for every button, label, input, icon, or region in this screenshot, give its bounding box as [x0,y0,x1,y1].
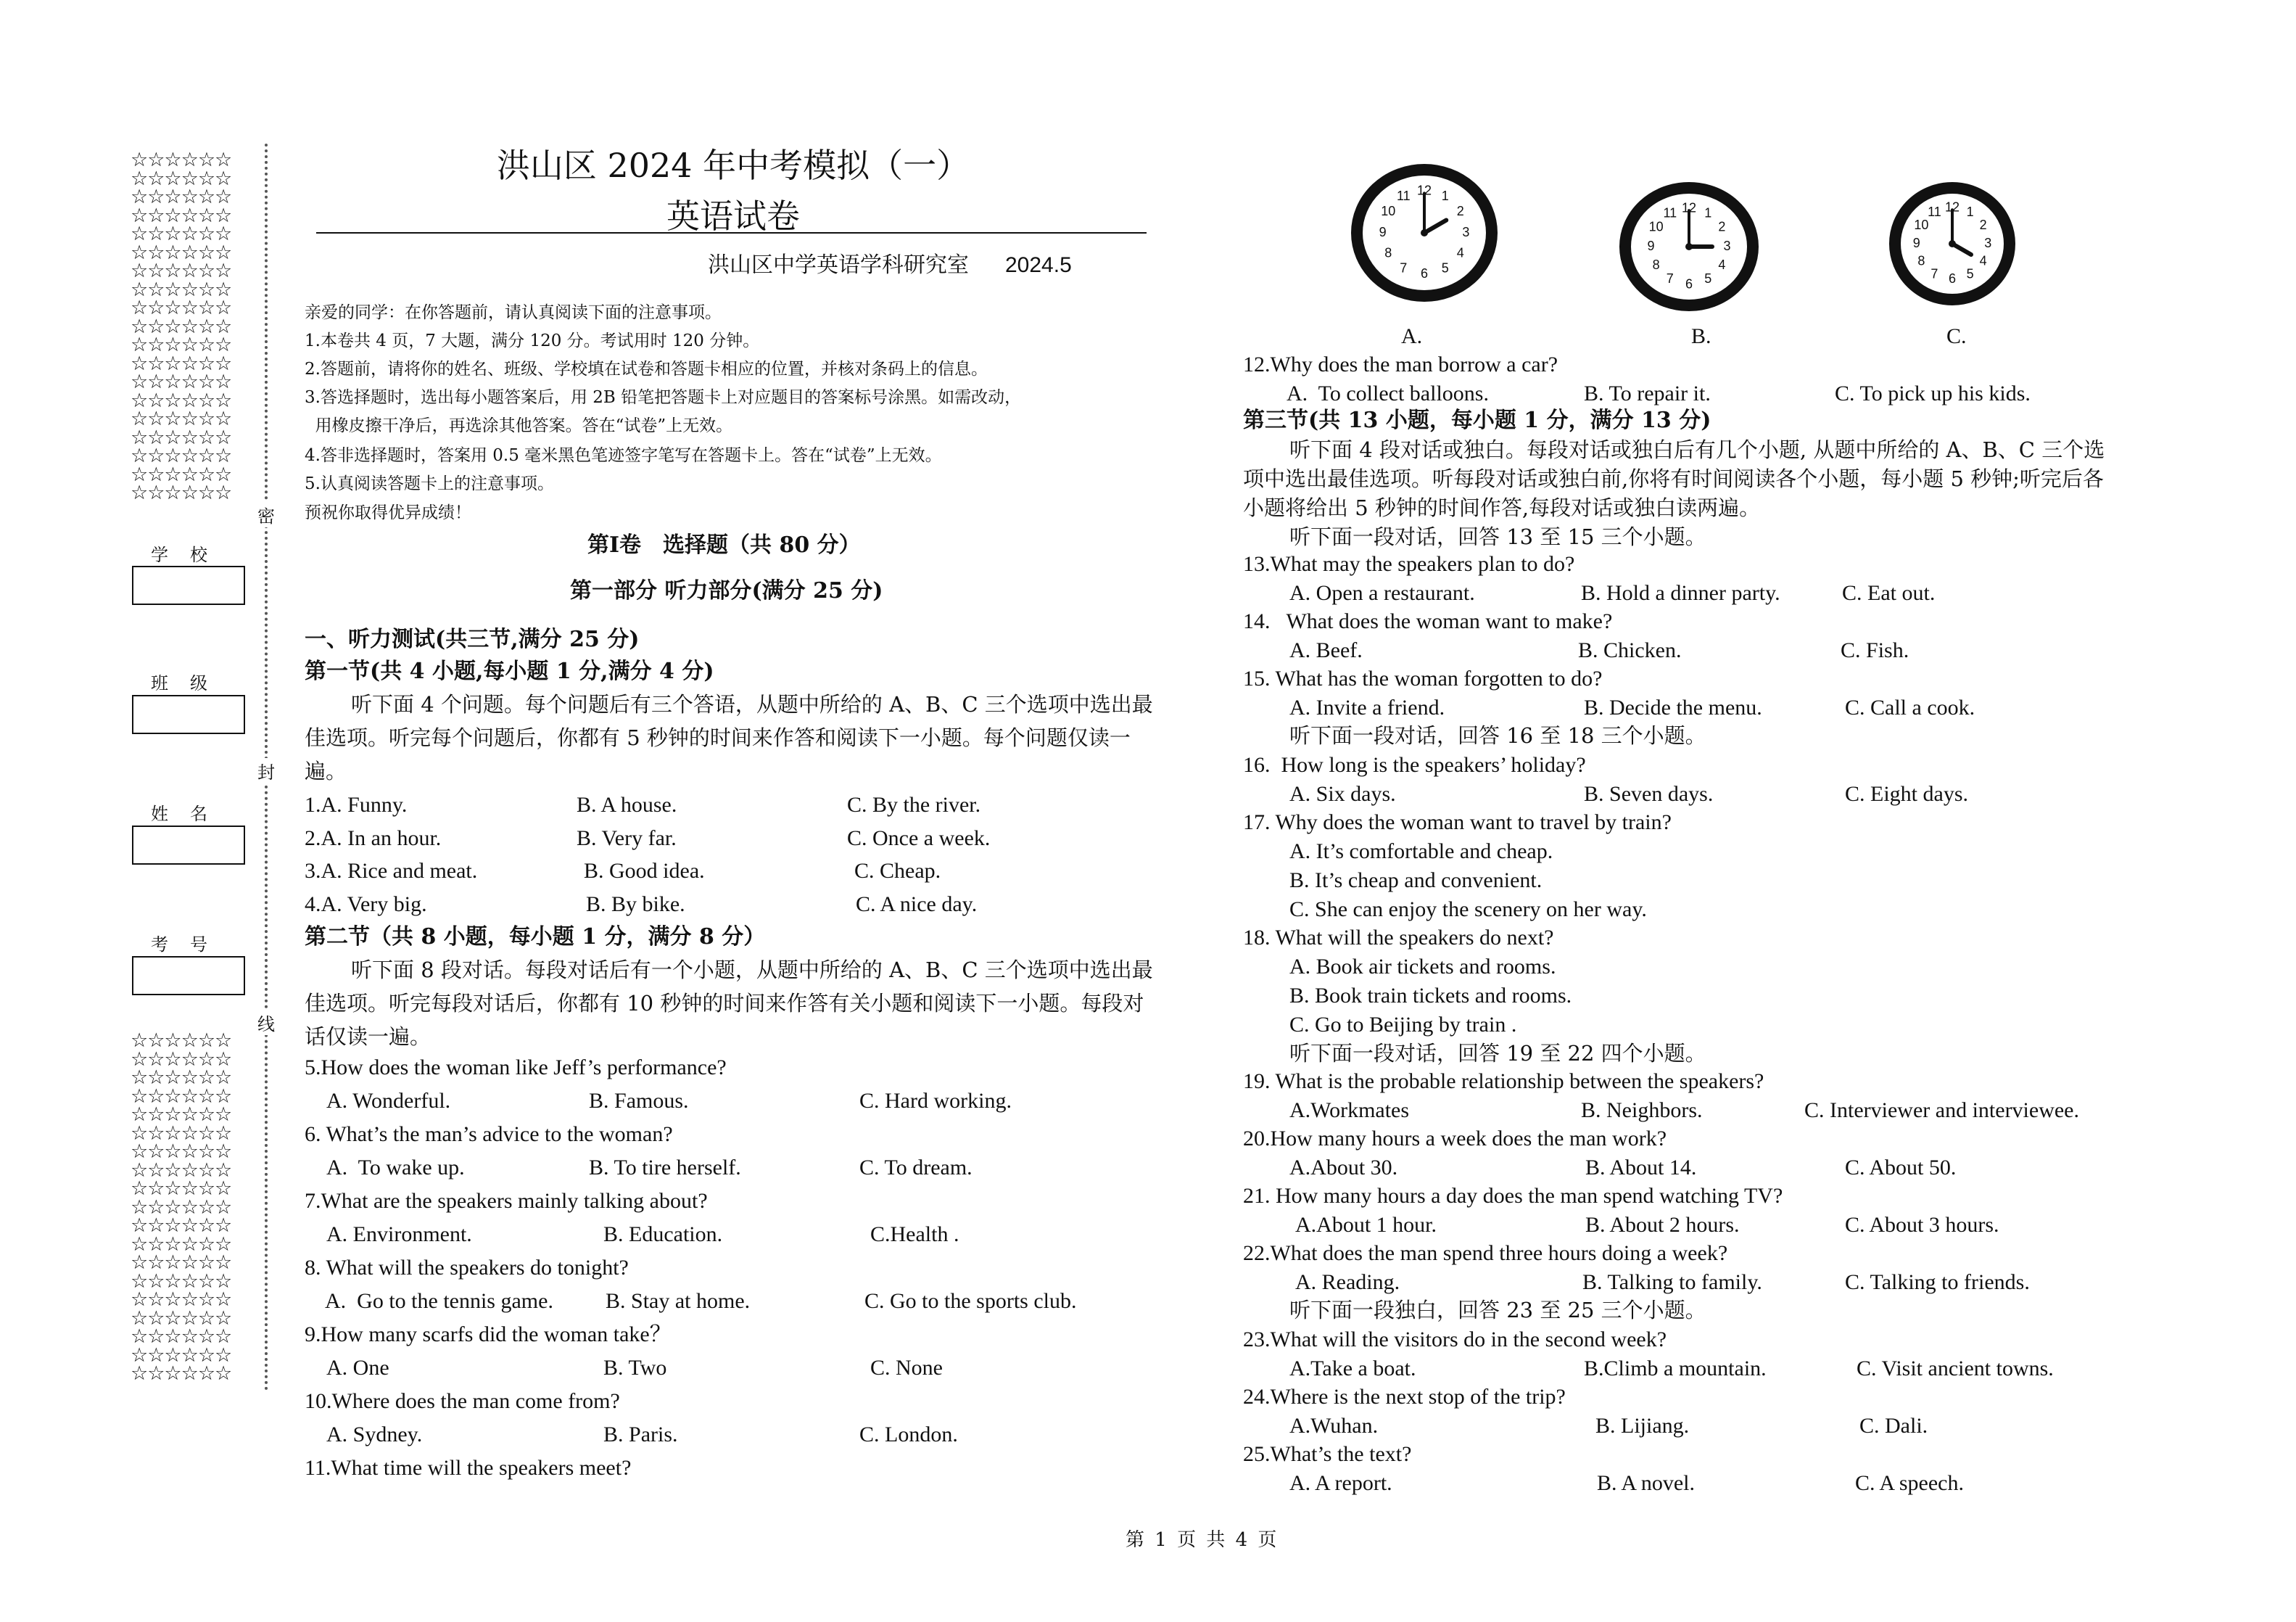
q7-option-a: A. Environment. [326,1222,472,1246]
clock-numeral: 10 [1648,219,1664,234]
clock-numeral: 8 [1384,245,1392,260]
clock-numeral: 2 [1718,219,1726,234]
notice-line: 5.认真阅读答题卡上的注意事项。 [305,474,554,493]
clock-numeral: 4 [1456,245,1464,260]
school-label: 学校 [151,545,229,565]
question-17: 17. Why does the woman want to travel by train? [1243,810,1672,834]
clock-numeral: 3 [1723,238,1731,253]
clock-numeral: 8 [1917,253,1925,268]
seal-char-xian: 线 [257,1010,275,1035]
question-18: 18. What will the speakers do next? [1243,926,1554,950]
question-9: 9.How many scarfs did the woman take？ [305,1322,672,1346]
q21-option-b: B. About 2 hours. [1585,1213,1740,1237]
question-10: 10.Where does the man come from? [305,1389,620,1413]
q13-option-a: A. Open a restaurant. [1289,581,1475,605]
school-field[interactable] [132,566,245,605]
clock-numeral: 1 [1704,205,1712,221]
q3-option-a: 3.A. Rice and meat. [305,859,478,883]
q14-option-b: B. Chicken. [1578,638,1682,662]
seal-char-feng: 封 [257,758,275,783]
notice-line: 亲爱的同学：在你答题前，请认真阅读下面的注意事项。 [305,303,722,322]
clock-numeral: 4 [1979,253,1987,268]
q22-option-a: A. Reading. [1295,1270,1400,1294]
clock-numeral: 3 [1462,224,1470,239]
q10-option-c: C. London. [859,1423,958,1446]
q13-option-b: B. Hold a dinner party. [1581,581,1780,605]
issuer-name: 洪山区中学英语学科研究室 [708,252,969,278]
question-12: 12.Why does the man borrow a car? [1243,353,1558,376]
clock-c-icon [1888,181,2016,306]
clock-numeral: 11 [1663,205,1677,221]
clock-label-b: B. [1691,324,1711,348]
clock-numeral: 10 [1381,204,1396,219]
clock-numeral: 11 [1396,189,1411,204]
q17-option-c: C. She can enjoy the scenery on her way. [1289,897,1647,921]
clock-numeral: 12 [1681,200,1697,215]
clock-b-icon [1619,181,1759,312]
q10-option-b: B. Paris. [603,1423,678,1446]
q19-option-b: B. Neighbors. [1581,1098,1703,1122]
question-6: 6. What’s the man’s advice to the woman? [305,1122,673,1146]
question-11: 11.What time will the speakers meet? [305,1456,632,1480]
q1-option-a: 1.A. Funny. [305,793,408,817]
q15-option-a: A. Invite a friend. [1289,696,1445,720]
q5-option-c: C. Hard working. [859,1089,1012,1113]
name-label: 姓名 [151,804,229,824]
clock-numeral: 6 [1685,276,1693,292]
q19-option-a: A.Workmates [1289,1098,1410,1122]
q15-option-b: B. Decide the menu. [1584,696,1762,720]
dialog3-intro: 听下面一段对话，回答 19 至 22 四个小题。 [1289,1041,1706,1066]
notice-line: 1.本卷共 4 页，7 大题，满分 120 分。考试用时 120 分钟。 [305,332,760,350]
q7-option-c: C.Health . [870,1222,959,1246]
dialog4-intro: 听下面一段独白，回答 23 至 25 三个小题。 [1289,1298,1706,1322]
clock-numeral: 11 [1928,205,1941,220]
q23-option-c: C. Visit ancient towns. [1857,1357,2054,1380]
q17-option-b: B. It’s cheap and convenient. [1289,868,1543,892]
question-14: 14. What does the woman want to make? [1243,609,1613,633]
question-15: 15. What has the woman forgotten to do? [1243,667,1603,691]
q8-option-c: C. Go to the sports club. [864,1289,1077,1313]
question-19: 19. What is the probable relationship between the speakers? [1243,1069,1764,1093]
question-21: 21. How many hours a day does the man spend watching TV? [1243,1184,1783,1208]
clock-numeral: 9 [1647,238,1655,253]
q24-option-c: C. Dali. [1859,1414,1928,1438]
question-5: 5.How does the woman like Jeff’s performance? [305,1055,727,1079]
q7-option-b: B. Education. [603,1222,723,1246]
q23-option-b: B.Climb a mountain. [1584,1357,1767,1380]
clock-numeral: 3 [1984,235,1992,250]
notice-line: 预祝你取得优异成绩！ [305,503,471,522]
class-field[interactable] [132,695,245,734]
dialog2-intro: 听下面一段对话，回答 16 至 18 三个小题。 [1289,723,1706,748]
clock-numeral: 10 [1914,218,1929,233]
question-24: 24.Where is the next stop of the trip? [1243,1385,1566,1409]
clock-numeral: 5 [1704,271,1712,287]
q4-option-c: C. A nice day. [856,892,978,916]
clock-center [1421,229,1428,236]
clock-label-c: C. [1946,324,1967,348]
question-8: 8. What will the speakers do tonight? [305,1256,629,1280]
clock-numeral: 6 [1420,266,1429,281]
q20-option-c: C. About 50. [1845,1156,1957,1180]
q2-option-b: B. Very far. [577,826,677,850]
clock-center [1685,243,1693,250]
q21-option-c: C. About 3 hours. [1845,1213,1999,1237]
clock-numeral: 4 [1718,257,1726,272]
question-23: 23.What will the visitors do in the second week? [1243,1327,1667,1351]
title-rule [316,232,1147,234]
q16-option-c: C. Eight days. [1845,782,1968,806]
q10-option-a: A. Sydney. [326,1423,423,1446]
q6-option-a: A. To wake up. [326,1156,465,1180]
seal-char-mi: 密 [257,502,275,527]
q9-option-c: C. None [870,1356,943,1380]
q6-option-b: B. To tire herself. [589,1156,741,1180]
sec1-instruction: 听下面 4 个问题。每个问题后有三个答语，从题中所给的 A、B、C 三个选项中选出最佳选项。听完每个问题后，你都有 5 秒钟的时间来作答和阅读下一小题。每个问题仅读一遍。 [305,692,1153,783]
q1-option-c: C. By the river. [847,793,981,817]
q4-option-a: 4.A. Very big. [305,892,427,916]
clock-numeral: 2 [1456,204,1464,219]
clock-numeral: 12 [1944,199,1960,215]
clock-label-a: A. [1401,324,1423,348]
listening-heading: 一、听力测试(共三节,满分 25 分) [305,627,640,652]
part1-title: 第Ⅰ卷 选择题（共 80 分） [587,532,861,558]
question-13: 13.What may the speakers plan to do? [1243,552,1575,576]
q18-option-a: A. Book air tickets and rooms. [1289,955,1556,979]
q24-option-a: A.Wuhan. [1289,1414,1379,1438]
exam-number-field[interactable] [132,956,245,995]
q12-option-b: B. To repair it. [1584,382,1711,406]
q13-option-c: C. Eat out. [1842,581,1936,605]
sec2-heading: 第二节（共 8 小题，每小题 1 分，满分 8 分） [305,924,766,950]
notice-line: 3.答选择题时，选出每小题答案后，用 2B 铅笔把答题卡上对应题目的答案标号涂黑。如需改动， [305,388,1022,407]
question-20: 20.How many hours a week does the man work? [1243,1127,1667,1150]
sec3-instruction: 听下面 4 段对话或独白。每段对话或独白后有几个小题, 从题中所给的 A、B、C 三个选项中选出最佳选项。听每段对话或独白前,你将有时间阅读各个小题，每小题 5 秒钟;听完后各小题将给出 5 秒钟的时间作答,每段对话或独白读两遍。 [1243,437,2105,520]
clock-numeral: 7 [1666,271,1674,287]
question-25: 25.What’s the text? [1243,1442,1412,1466]
issuer [708,251,1072,279]
q16-option-a: A. Six days. [1289,782,1396,806]
q20-option-b: B. About 14. [1585,1156,1697,1180]
q8-option-b: B. Stay at home. [606,1289,751,1313]
dialog1-intro: 听下面一段对话，回答 13 至 15 三个小题。 [1289,524,1706,549]
q12-option-a: A. To collect balloons. [1287,382,1489,406]
clock-numeral: 12 [1416,183,1432,198]
page-subtitle: 英语试卷 [666,197,800,236]
q23-option-a: A.Take a boat. [1289,1357,1416,1380]
name-field[interactable] [132,826,245,865]
class-label: 班级 [151,673,229,693]
clock-numeral: 7 [1400,260,1408,276]
sec3-heading: 第三节(共 13 小题，每小题 1 分，满分 13 分) [1243,408,1711,433]
notice-line: 2.答题前，请将你的姓名、班级、学校填在试卷和答题卡相应的位置，并核对条码上的信息。 [305,360,988,379]
q9-option-a: A. One [326,1356,389,1380]
sec1-heading: 第一节(共 4 小题,每小题 1 分,满分 4 分) [305,659,714,684]
q15-option-c: C. Call a cook. [1845,696,1975,720]
q4-option-b: B. By bike. [586,892,685,916]
q24-option-b: B. Lijiang. [1595,1414,1690,1438]
q25-option-a: A. A report. [1289,1471,1392,1495]
notice-line: 用橡皮擦干净后，再选涂其他答案。答在“试卷”上无效。 [305,416,733,435]
q16-option-b: B. Seven days. [1584,782,1714,806]
q19-option-c: C. Interviewer and interviewee. [1804,1098,2079,1122]
clock-numeral: 2 [1979,218,1987,233]
q21-option-a: A.About 1 hour. [1295,1213,1437,1237]
clock-numeral: 8 [1652,257,1660,272]
clock-numeral: 6 [1948,271,1957,286]
clock-numeral: 5 [1966,266,1974,281]
q6-option-c: C. To dream. [859,1156,973,1180]
q25-option-c: C. A speech. [1855,1471,1964,1495]
q3-option-c: C. Cheap. [854,859,941,883]
q18-option-b: B. Book train tickets and rooms. [1289,984,1572,1008]
clock-numeral: 1 [1966,205,1974,220]
part1-section-title: 第一部分 听力部分(满分 25 分) [570,578,883,604]
star-border-bottom: ☆☆☆☆☆☆ ☆☆☆☆☆☆ ☆☆☆☆☆☆ ☆☆☆☆☆☆ ☆☆☆☆☆☆ ☆☆☆☆☆☆ ☆☆☆☆☆☆ ☆☆☆☆☆☆ ☆☆☆☆☆☆ ☆☆☆☆☆☆ ☆☆☆☆☆☆ ☆☆☆☆☆☆ ☆☆☆☆☆☆ ☆☆☆☆☆☆ ☆☆☆☆☆☆ ☆☆☆☆☆☆ ☆☆☆☆☆☆ ☆☆☆☆☆☆ ☆☆☆☆☆☆ [131,1029,232,1385]
clock-numeral: 5 [1441,260,1449,276]
question-16: 16. How long is the speakers’ holiday? [1243,753,1586,777]
clock-numeral: 9 [1912,235,1920,250]
clock-numeral: 7 [1930,266,1938,281]
q18-option-c: C. Go to Beijing by train . [1289,1013,1517,1037]
q2-option-c: C. Once a week. [847,826,991,850]
star-border-top: ☆☆☆☆☆☆ ☆☆☆☆☆☆ ☆☆☆☆☆☆ ☆☆☆☆☆☆ ☆☆☆☆☆☆ ☆☆☆☆☆☆ ☆☆☆☆☆☆ ☆☆☆☆☆☆ ☆☆☆☆☆☆ ☆☆☆☆☆☆ ☆☆☆☆☆☆ ☆☆☆☆☆☆ ☆☆☆☆☆☆ ☆☆☆☆☆☆ ☆☆☆☆☆☆ ☆☆☆☆☆☆ ☆☆☆☆☆☆ ☆☆☆☆☆☆ ☆☆☆☆☆☆ [131,149,232,504]
question-22: 22.What does the man spend three hours doing a week? [1243,1241,1728,1265]
q20-option-a: A.About 30. [1289,1156,1398,1180]
q3-option-b: B. Good idea. [584,859,705,883]
exam-number-label: 考号 [151,934,229,955]
q12-option-c: C. To pick up his kids. [1835,382,2031,406]
clock-numeral: 9 [1379,224,1387,239]
sec2-instruction: 听下面 8 段对话。每段对话后有一个小题，从题中所给的 A、B、C 三个选项中选出最佳选项。听完每段对话后，你都有 10 秒钟的时间来作答有关小题和阅读下一小题。每段对话仅读一遍。 [305,958,1153,1049]
q5-option-a: A. Wonderful. [326,1089,451,1113]
q2-option-a: 2.A. In an hour. [305,826,442,850]
issue-date: 2024.5 [1005,253,1072,277]
q5-option-b: B. Famous. [589,1089,689,1113]
q14-option-c: C. Fish. [1841,638,1909,662]
q9-option-b: B. Two [603,1356,667,1380]
page-title: 洪山区 2024 年中考模拟（一） [496,146,970,185]
q25-option-b: B. A novel. [1597,1471,1696,1495]
notice-line: 4.答非选择题时，答案用 0.5 毫米黑色笔迹签字笔写在答题卡上。答在“试卷”上无效。 [305,446,942,465]
q22-option-c: C. Talking to friends. [1845,1270,2030,1294]
page-footer: 第 1 页 共 4 页 [1126,1529,1277,1551]
q14-option-a: A. Beef. [1289,638,1363,662]
clock-a-icon [1350,163,1498,302]
clock-center [1949,240,1956,247]
q1-option-b: B. A house. [577,793,677,817]
q22-option-b: B. Talking to family. [1582,1270,1762,1294]
q8-option-a: A. Go to the tennis game. [325,1289,553,1313]
clock-numeral: 1 [1441,189,1449,204]
question-7: 7.What are the speakers mainly talking about? [305,1189,708,1213]
q17-option-a: A. It’s comfortable and cheap. [1289,839,1553,863]
